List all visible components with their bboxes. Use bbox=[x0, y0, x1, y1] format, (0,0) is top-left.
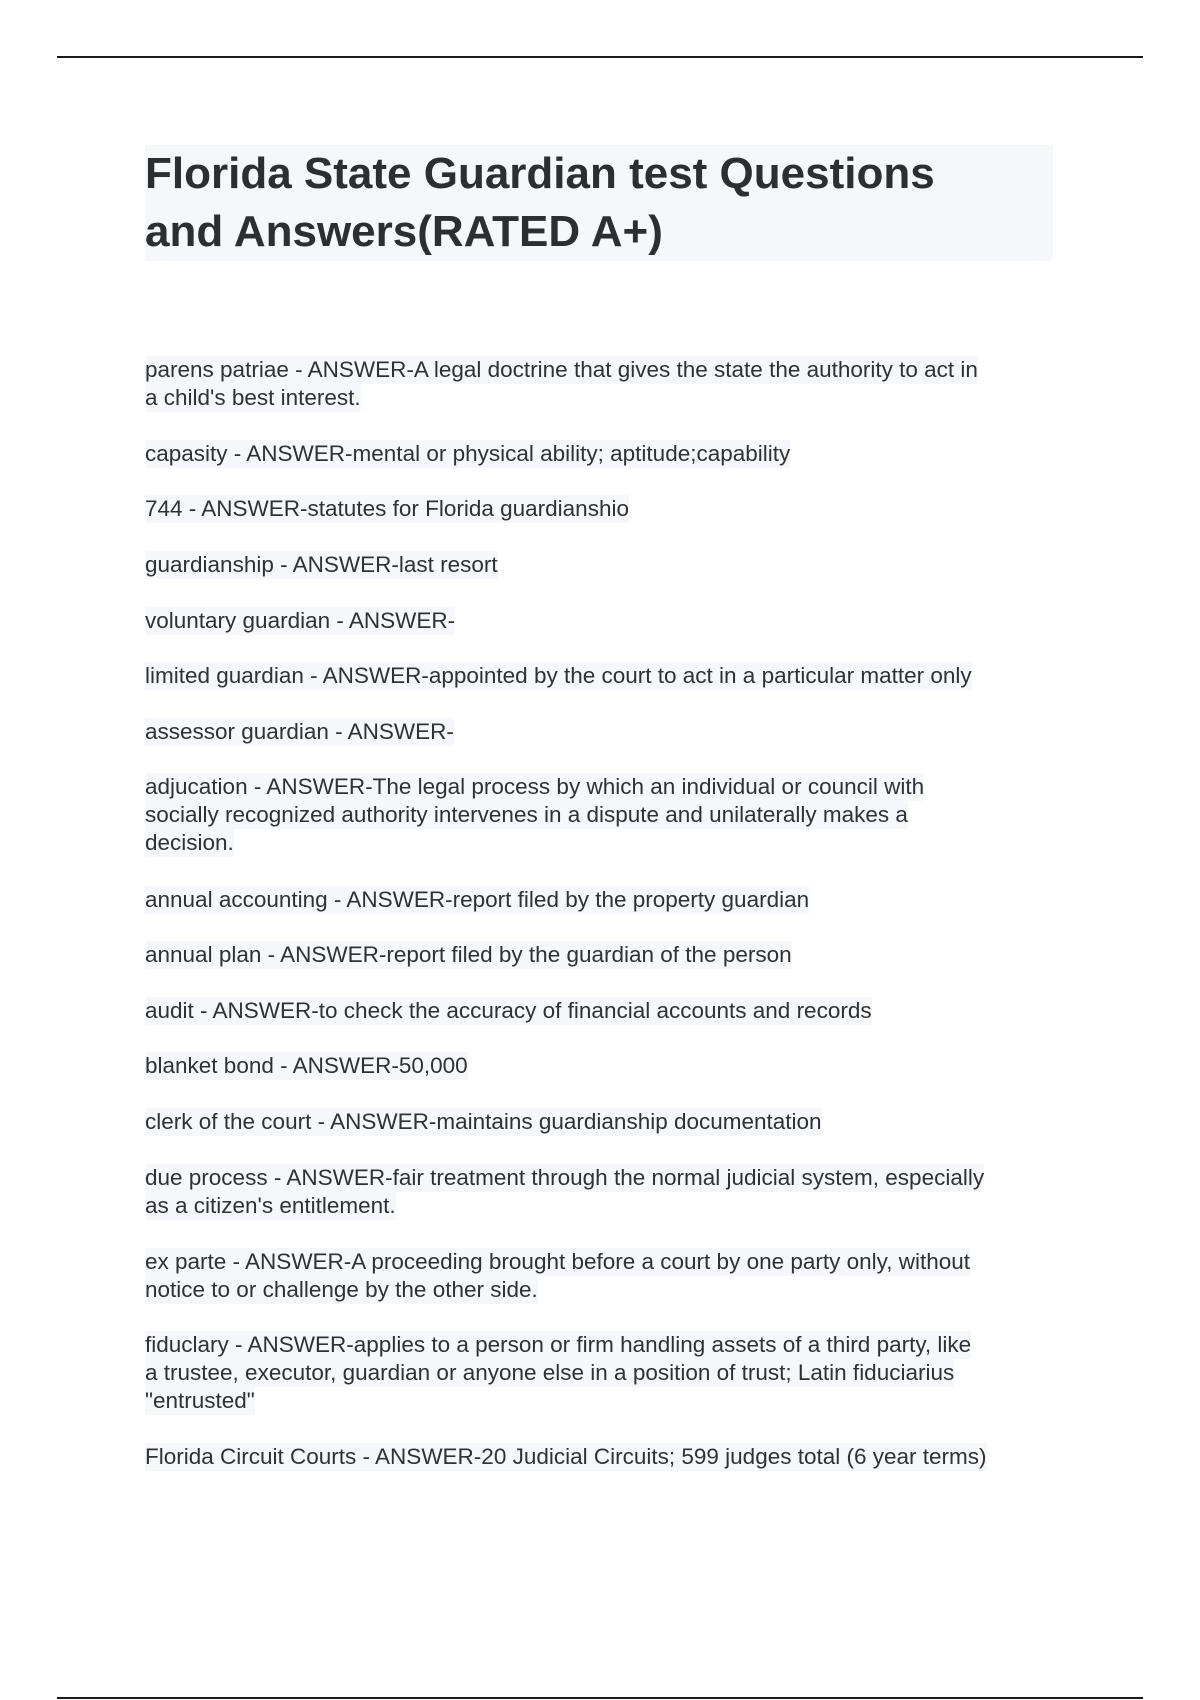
qa-entry-adjucation bbox=[145, 773, 924, 857]
qa-entry-ex-parte bbox=[145, 1248, 970, 1304]
qa-entry-guardianship bbox=[145, 551, 498, 579]
qa-entry-limited-guardian bbox=[145, 662, 972, 690]
qa-entry-capasity bbox=[145, 440, 790, 468]
qa-line: a child's best interest. bbox=[145, 385, 361, 410]
title-line-2: and Answers(RATED A+) bbox=[145, 207, 663, 256]
qa-entry-fiduclary bbox=[145, 1331, 971, 1415]
qa-line: guardianship - ANSWER-last resort bbox=[145, 552, 498, 577]
bottom-rule bbox=[57, 1697, 1143, 1699]
qa-entry-florida-circuit-courts bbox=[145, 1443, 987, 1471]
qa-entry-744 bbox=[145, 495, 629, 523]
title-line-1: Florida State Guardian test Questions bbox=[145, 149, 935, 198]
qa-line: Florida Circuit Courts - ANSWER-20 Judicial Circuits; 599 judges total (6 year terms) bbox=[145, 1444, 987, 1469]
qa-entry-audit bbox=[145, 997, 872, 1025]
qa-line: annual plan - ANSWER-report filed by the guardian of the person bbox=[145, 942, 792, 967]
qa-line: a trustee, executor, guardian or anyone else in a position of trust; Latin fiduciarius bbox=[145, 1360, 955, 1385]
qa-line: limited guardian - ANSWER-appointed by the court to act in a particular matter only bbox=[145, 663, 972, 688]
qa-entry-due-process bbox=[145, 1164, 984, 1220]
qa-line: blanket bond - ANSWER-50,000 bbox=[145, 1053, 468, 1078]
qa-line: 744 - ANSWER-statutes for Florida guardianshio bbox=[145, 496, 629, 521]
qa-entry-blanket-bond bbox=[145, 1052, 468, 1080]
qa-line: fiduclary - ANSWER-applies to a person or firm handling assets of a third party, like bbox=[145, 1332, 972, 1357]
qa-line: assessor guardian - ANSWER- bbox=[145, 719, 454, 744]
qa-line: voluntary guardian - ANSWER- bbox=[145, 608, 456, 633]
qa-line: audit - ANSWER-to check the accuracy of financial accounts and records bbox=[145, 998, 872, 1023]
qa-entry-assessor-guardian bbox=[145, 718, 454, 746]
qa-line: adjucation - ANSWER-The legal process by which an individual or council with bbox=[145, 774, 925, 799]
qa-entry-annual-plan bbox=[145, 941, 792, 969]
qa-line: notice to or challenge by the other side. bbox=[145, 1277, 538, 1302]
qa-entry-annual-accounting bbox=[145, 886, 809, 914]
document-title bbox=[145, 145, 1053, 261]
qa-line: annual accounting - ANSWER-report filed by the property guardian bbox=[145, 887, 810, 912]
qa-line: parens patriae - ANSWER-A legal doctrine that gives the state the authority to act in bbox=[145, 357, 978, 382]
qa-entry-parens-patriae bbox=[145, 356, 978, 412]
qa-line: as a citizen's entitlement. bbox=[145, 1193, 396, 1218]
top-rule bbox=[57, 56, 1143, 58]
qa-line: "entrusted" bbox=[145, 1388, 255, 1413]
qa-line: socially recognized authority intervenes in a dispute and unilaterally makes a bbox=[145, 802, 908, 827]
qa-entry-voluntary-guardian bbox=[145, 607, 455, 635]
qa-line: clerk of the court - ANSWER-maintains guardianship documentation bbox=[145, 1109, 822, 1134]
qa-line: ex parte - ANSWER-A proceeding brought before a court by one party only, without bbox=[145, 1249, 971, 1274]
qa-line: capasity - ANSWER-mental or physical ability; aptitude;capability bbox=[145, 441, 791, 466]
qa-line: due process - ANSWER-fair treatment through the normal judicial system, especially bbox=[145, 1165, 985, 1190]
qa-entry-clerk-of-the-court bbox=[145, 1108, 822, 1136]
qa-line: decision. bbox=[145, 830, 234, 855]
